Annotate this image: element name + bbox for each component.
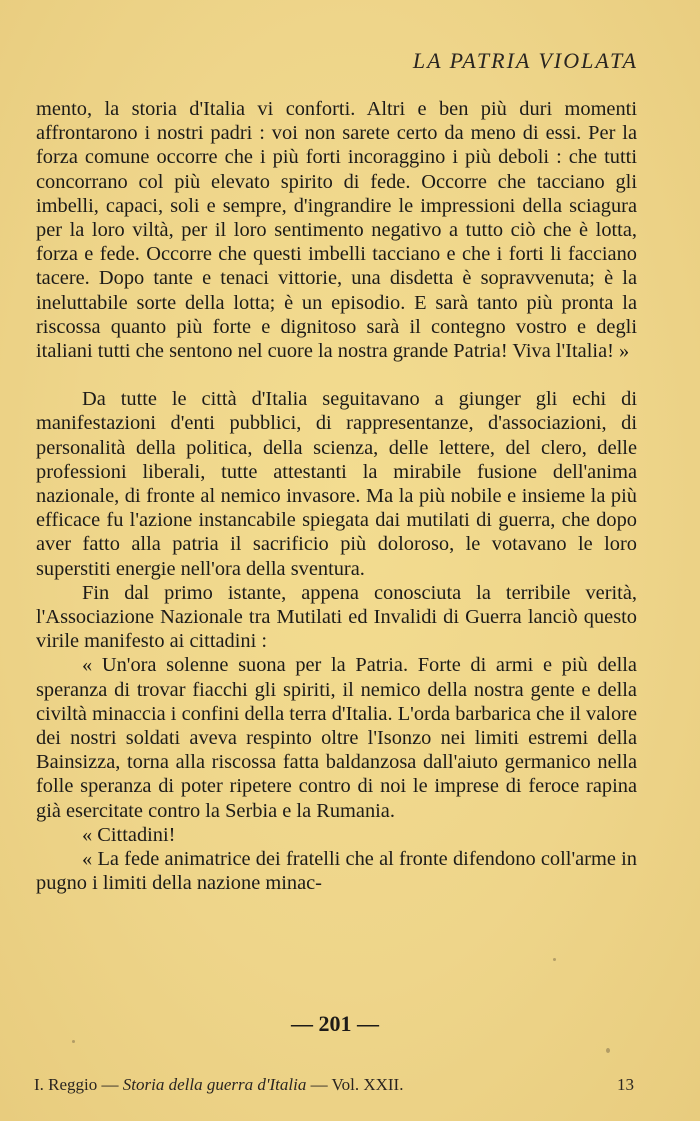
signature-author: I. Reggio — xyxy=(34,1075,119,1094)
signature-volume: — Vol. XXII. xyxy=(310,1075,404,1094)
signature-number: 13 xyxy=(617,1075,634,1094)
paragraph: Fin dal primo istante, appena conosciuta la terribile verità, l'Associazione Nazionale tra Mutilati ed Invalidi di Guerra lanciò questo virile manifesto ai cittadini : xyxy=(36,581,637,653)
paper-speck xyxy=(553,958,556,961)
printer-signature xyxy=(34,1075,403,1095)
paragraph: Da tutte le città d'Italia seguitavano a giunger gli echi di manifestazioni d'enti pubblici, di rappresentanze, d'associazioni, di personalità della politica, della scienza, delle lettere, del clero, delle professioni liberali, tutte attestanti la mirabile fusione dell'anima nazionale, di fronte al nemico invasore. Ma la più nobile e insieme la più efficace fu l'azione instancabile spiegata dai mutilati di guerra, che dopo aver fatto alla patria il sacrificio più doloroso, le votavano le loro superstiti energie nell'ora della sventura. xyxy=(36,388,637,580)
body-text xyxy=(36,97,637,896)
paper-speck xyxy=(72,1040,75,1043)
running-title: LA PATRIA VIOLATA xyxy=(412,48,638,73)
signature-title: Storia della guerra d'Italia xyxy=(122,1075,307,1094)
quoted-paragraph: « Un'ora solenne suona per la Patria. Forte di armi e più della speranza di trovar fiacchi gli spiriti, il nemico della nostra gente e della civiltà minaccia i confini della terra d'Italia. L'orda barbarica che il valore dei nostri soldati aveva respinto oltre l'Isonzo nei limiti estremi della Bainsizza, torna alla riscossa fatta baldanzosa dall'aiuto germanico nella folle speranza di poter ripetere contro di noi le imprese di feroce rapina già esercitate contro la Serbia e la Rumania. xyxy=(36,654,637,822)
quoted-paragraph: « La fede animatrice dei fratelli che al fronte difendono coll'arme in pugno i limiti della nazione minac- xyxy=(36,848,637,895)
page-number: — 201 — xyxy=(291,1011,379,1036)
paper-speck xyxy=(606,1048,610,1053)
quoted-paragraph: « Cittadini! xyxy=(82,823,176,846)
paragraph-continued: mento, la storia d'Italia vi conforti. Altri e ben più duri momenti affrontarono i nostri padri : voi non sarete certo da meno di essi. Per la forza comune occorre che i più forti incoraggino i più deboli : che tutti concorrano col più elevato spirito di fede. Occorre che tacciano gli imbelli, capaci, soli e sempre, d'ingrandire le impressioni della sciagura per la loro viltà, per il loro sentimento negativo a tutto ciò che è lotta, forza e fede. Occorre che questi imbelli tacciano e che i forti li facciano tacere. Dopo tante e tenaci vittorie, una disdetta è sopravvenuta; è la ineluttabile sorte della lotta; è un episodio. E sarà tanto più pronta la riscossa quanto più forte e dignitoso sarà il contegno vostro e degli italiani tutti che sentono nel cuore la nostra grande Patria! Viva l'Italia! » xyxy=(36,98,637,363)
